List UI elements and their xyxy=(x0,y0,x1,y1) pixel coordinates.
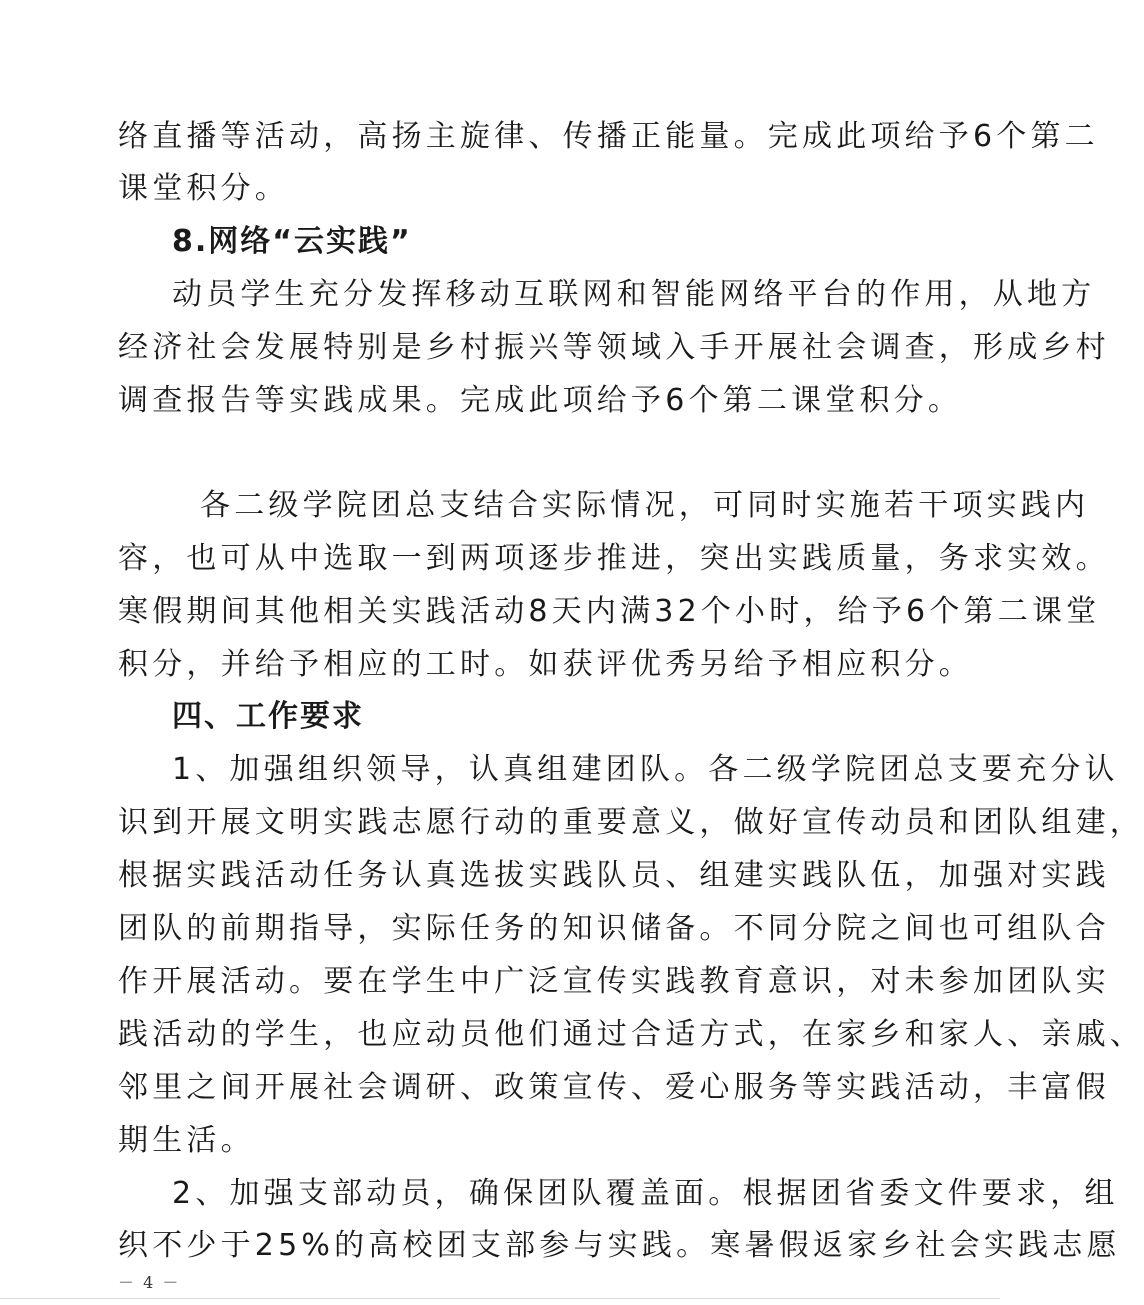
paragraph-line: 动员学生充分发挥移动互联网和智能网络平台的作用，从地方 xyxy=(172,277,1096,312)
paragraph-line: 各二级学院团总支结合实际情况，可同时实施若干项实践内 xyxy=(200,488,1090,523)
paragraph-line: 邻里之间开展社会调研、政策宣传、爱心服务等实践活动，丰富假 xyxy=(118,1070,1110,1105)
paragraph-line: 织不少于25%的高校团支部参与实践。寒暑假返家乡社会实践志愿 xyxy=(118,1228,1121,1263)
paragraph-line: 作开展活动。要在学生中广泛宣传实践教育意识，对未参加团队实 xyxy=(118,964,1110,999)
paragraph-line: 寒假期间其他相关实践活动8天内满32个小时，给予6个第二课堂 xyxy=(118,594,1101,629)
paragraph-line: 经济社会发展特别是乡村振兴等领域入手开展社会调查，形成乡村 xyxy=(118,330,1110,365)
page-bottom-edge xyxy=(0,1298,1000,1299)
page-number: － 4 － xyxy=(118,1273,181,1292)
paragraph-line: 识到开展文明实践志愿行动的重要意义，做好宣传动员和团队组建， xyxy=(118,805,1144,840)
paragraph-line: 络直播等活动，高扬主旋律、传播正能量。完成此项给予6个第二 xyxy=(118,119,1099,154)
section-heading-4: 四、工作要求 xyxy=(172,699,364,734)
paragraph-line: 1、加强组织领导，认真组建团队。各二级学院团总支要充分认 xyxy=(172,752,1119,787)
paragraph-line: 课堂积分。 xyxy=(118,171,289,206)
paragraph-line: 2、加强支部动员，确保团队覆盖面。根据团省委文件要求，组 xyxy=(172,1176,1119,1211)
paragraph-line: 团队的前期指导，实际任务的知识储备。不同分院之间也可组队合 xyxy=(118,911,1110,946)
paragraph-line: 根据实践活动任务认真选拔实践队员、组建实践队伍，加强对实践 xyxy=(118,858,1110,893)
paragraph-line: 践活动的学生，也应动员他们通过合适方式，在家乡和家人、亲戚、 xyxy=(118,1017,1144,1052)
paragraph-line: 容，也可从中选取一到两项逐步推进，突出实践质量，务求实效。 xyxy=(118,541,1110,576)
paragraph-line: 期生活。 xyxy=(118,1123,255,1158)
section-heading-8: 8.网络“云实践” xyxy=(172,224,412,259)
paragraph-line: 调查报告等实践成果。完成此项给予6个第二课堂积分。 xyxy=(118,383,963,418)
paragraph-line: 积分，并给予相应的工时。如获评优秀另给予相应积分。 xyxy=(118,647,973,682)
